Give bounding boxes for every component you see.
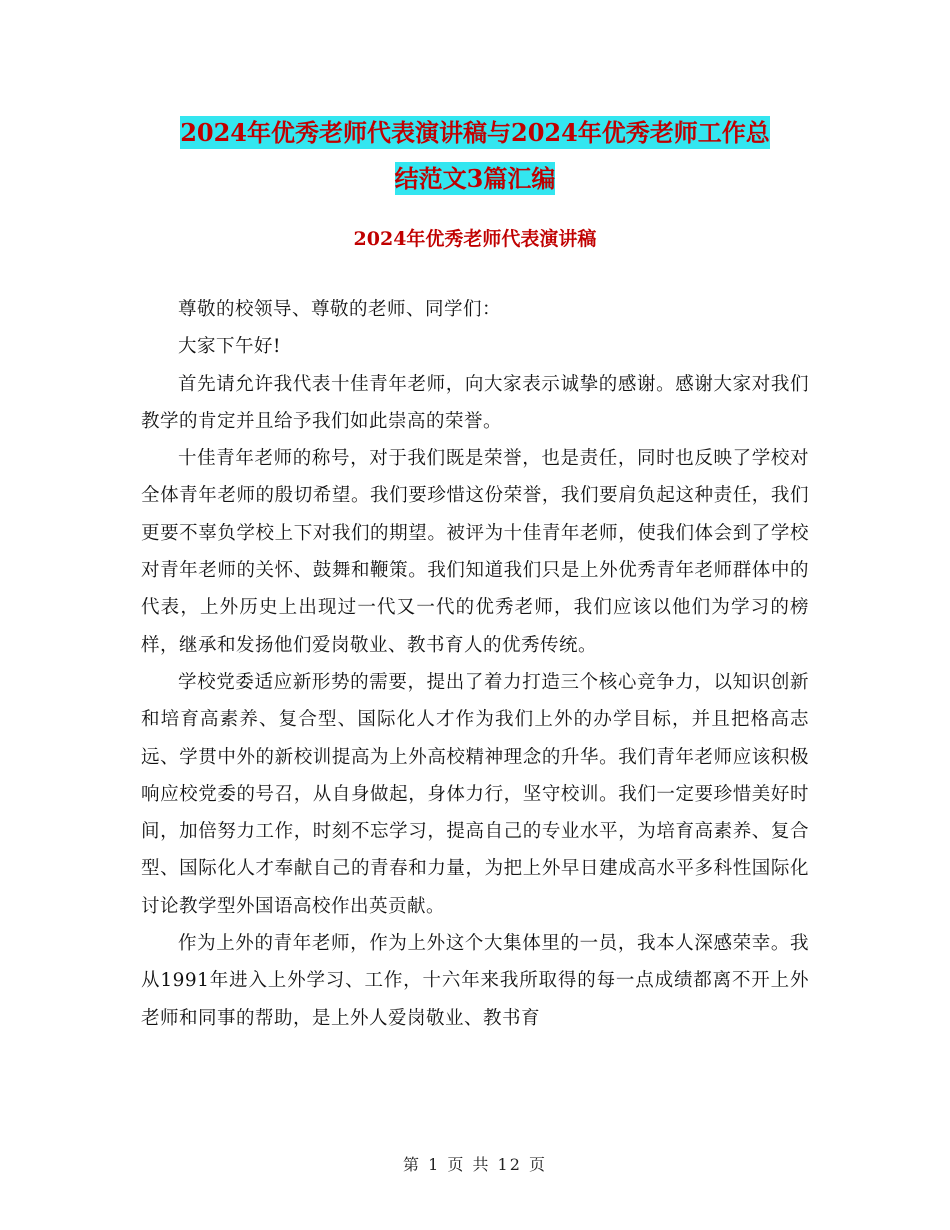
title-line-1: 2024年优秀老师代表演讲稿与2024年优秀老师工作总 — [180, 118, 770, 147]
paragraph-greeting: 大家下午好! — [178, 336, 281, 358]
document-title — [140, 110, 810, 202]
paragraph-salutation: 尊敬的校领导、尊敬的老师、同学们： — [178, 299, 502, 320]
paragraph: 作为上外的青年老师，作为上外这个大集体里的一员，我本人深感荣幸。我从1991年进入上外学习、工作，十六年来我所取得的每一点成绩都离不开上外老师和同事的帮助，是上外人爱岗敬业、教书育 — [141, 933, 809, 1029]
section-title: 2024年优秀老师代表演讲稿 — [353, 228, 597, 250]
paragraph: 十佳青年老师的称号，对于我们既是荣誉，也是责任，同时也反映了学校对全体青年老师的殷切希望。我们要珍惜这份荣誉，我们要肩负起这种责任，我们更要不辜负学校上下对我们的期望。被评为十佳青年老师，使我们体会到了学校对青年老师的关怀、鼓舞和鞭策。我们知道我们只是上外优秀青年老师群体中的代表，上外历史上出现过一代又一代的优秀老师，我们应该以他们为学习的榜样，继承和发扬他们爱岗敬业、教书育人的优秀传统。 — [141, 448, 809, 656]
page-footer: 第 1 页 共 12 页 — [403, 1155, 547, 1174]
paragraph: 首先请允许我代表十佳青年老师，向大家表示诚挚的感谢。感谢大家对我们教学的肯定并且给予我们如此崇高的荣誉。 — [141, 373, 809, 432]
title-line-2: 结范文3篇汇编 — [394, 164, 556, 193]
document-body — [141, 291, 809, 1037]
paragraph: 学校党委适应新形势的需要，提出了着力打造三个核心竞争力，以知识创新和培育高素养、复合型、国际化人才作为我们上外的办学目标，并且把格高志远、学贯中外的新校训提高为上外高校精神理念的升华。我们青年老师应该积极响应校党委的号召，从自身做起，身体力行，坚守校训。我们一定要珍惜美好时间，加倍努力工作，时刻不忘学习，提高自己的专业水平，为培育高素养、复合型、国际化人才奉献自己的青春和力量，为把上外早日建成高水平多科性国际化讨论教学型外国语高校作出英贡献。 — [141, 671, 809, 917]
